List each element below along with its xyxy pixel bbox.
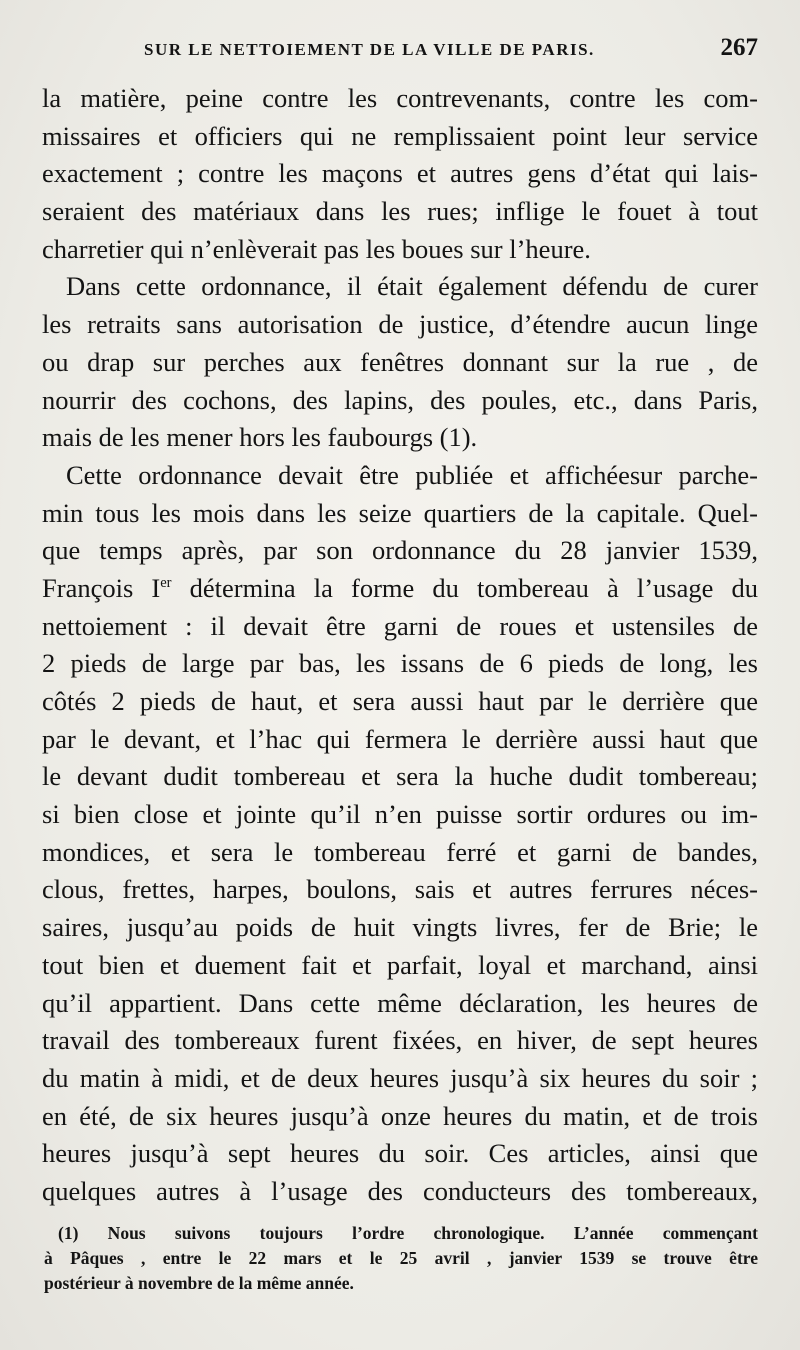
text-line: le devant dudit tombereau et sera la huche dudit tombereau; <box>42 761 758 792</box>
text-line: côtés 2 pieds de haut, et sera aussi haut par le derrière que <box>42 686 758 716</box>
text-line: quelques autres à l’usage des conducteurs des tombereaux, <box>42 1175 758 1206</box>
footnote-line: postérieur à novembre de la même année. <box>44 1273 354 1293</box>
running-head: SUR LE NETTOIEMENT DE LA VILLE DE PARIS. <box>144 40 595 59</box>
text-line: min tous les mois dans les seize quartiers de la capitale. Quel- <box>42 497 758 528</box>
text-line: charretier qui n’enlèverait pas les boues sur l’heure. <box>42 233 591 264</box>
text-line: seraient des matériaux dans les rues; inflige le fouet à tout <box>42 196 758 227</box>
superscript: er <box>160 574 172 591</box>
text-line: Cette ordonnance devait être publiée et affichéesur parche- <box>66 459 758 490</box>
footnote-line: (1) Nous suivons toujours l’ordre chronologique. L’année commençant <box>58 1223 758 1243</box>
text-line: mondices, et sera le tombereau ferré et garni de bandes, <box>42 836 758 867</box>
text-line: la matière, peine contre les contrevenants, contre les com- <box>42 83 758 113</box>
text-line: que temps après, par son ordonnance du 28 janvier 1539, <box>42 535 758 566</box>
text-fragment: détermina la forme du tombereau à l’usage du <box>171 572 759 603</box>
text-line: tout bien et duement fait et parfait, loyal et marchand, ainsi <box>42 949 758 980</box>
footnote-line: à Pâques , entre le 22 mars et le 25 avril , janvier 1539 se trouve être <box>44 1248 758 1268</box>
text-line: 2 pieds de large par bas, les issans de 6 pieds de long, les <box>42 648 758 679</box>
page-number: 267 <box>720 34 758 61</box>
text-line: clous, frettes, harpes, boulons, sais et autres ferrures néces- <box>42 874 758 905</box>
text-line: si bien close et jointe qu’il n’en puisse sortir ordures ou im- <box>42 799 758 830</box>
text-line: heures jusqu’à sept heures du soir. Ces articles, ainsi que <box>42 1138 758 1169</box>
text-line: par le devant, et l’hac qui fermera le derrière aussi haut que <box>42 723 758 754</box>
text-line: en été, de six heures jusqu’à onze heures du matin, et de trois <box>42 1100 758 1131</box>
text-line: saires, jusqu’au poids de huit vingts livres, fer de Brie; le <box>42 912 758 943</box>
text-line: nettoiement : il devait être garni de roues et ustensiles de <box>42 610 758 641</box>
text-fragment: François I <box>42 572 161 603</box>
body-text <box>42 80 758 1211</box>
text-line: nourrir des cochons, des lapins, des poules, etc., dans Paris, <box>42 384 758 415</box>
page-header <box>70 36 758 70</box>
footnotes <box>44 1221 758 1296</box>
text-line: travail des tombereaux furent fixées, en hiver, de sept heures <box>42 1025 758 1056</box>
text-line <box>42 570 758 608</box>
text-line: ou drap sur perches aux fenêtres donnant sur la rue , de <box>42 346 758 377</box>
text-line: qu’il appartient. Dans cette même déclaration, les heures de <box>42 987 758 1018</box>
text-line: exactement ; contre les maçons et autres gens d’état qui lais- <box>42 158 758 189</box>
text-line: Dans cette ordonnance, il était également défendu de curer <box>66 271 758 302</box>
text-line: les retraits sans autorisation de justice, d’étendre aucun linge <box>42 309 758 340</box>
text-line: mais de les mener hors les faubourgs (1). <box>42 422 478 453</box>
text-line: du matin à midi, et de deux heures jusqu’à six heures du soir ; <box>42 1062 758 1093</box>
text-line: missaires et officiers qui ne remplissaient point leur service <box>42 120 758 151</box>
